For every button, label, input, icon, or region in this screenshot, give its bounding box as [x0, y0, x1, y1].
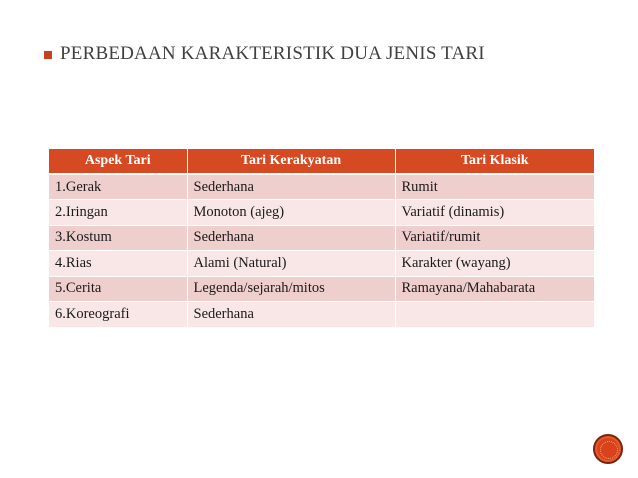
table-cell: Sederhana [187, 174, 395, 200]
table-row [49, 251, 594, 277]
header-aspek-tari: Aspek Tari [49, 149, 187, 174]
table-cell: 5.Cerita [49, 276, 187, 302]
table-cell: Monoton (ajeg) [187, 200, 395, 226]
table-cell: 1.Gerak [49, 174, 187, 200]
header-tari-kerakyatan: Tari Kerakyatan [187, 149, 395, 174]
table-cell: 6.Koreografi [49, 302, 187, 328]
table-row [49, 225, 594, 251]
table-row [49, 276, 594, 302]
header-tari-klasik: Tari Klasik [395, 149, 594, 174]
table-cell: Legenda/sejarah/mitos [187, 276, 395, 302]
table-header-row [49, 149, 594, 174]
table-cell: Sederhana [187, 302, 395, 328]
table-cell: Variatif/rumit [395, 225, 594, 251]
table-cell: 3.Kostum [49, 225, 187, 251]
table-cell: Variatif (dinamis) [395, 200, 594, 226]
slide-nav-button[interactable] [593, 434, 623, 464]
table-cell: Sederhana [187, 225, 395, 251]
table-cell: Rumit [395, 174, 594, 200]
table-cell: 4.Rias [49, 251, 187, 277]
comparison-table [49, 149, 594, 327]
table-cell [395, 302, 594, 328]
table-cell: Alami (Natural) [187, 251, 395, 277]
title-accent-square [44, 51, 52, 59]
table-cell: Karakter (wayang) [395, 251, 594, 277]
table-row [49, 200, 594, 226]
table-cell: Ramayana/Mahabarata [395, 276, 594, 302]
table-cell: 2.Iringan [49, 200, 187, 226]
table-row [49, 174, 594, 200]
slide-title: PERBEDAAN KARAKTERISTIK DUA JENIS TARI [60, 43, 485, 64]
table-row [49, 302, 594, 328]
